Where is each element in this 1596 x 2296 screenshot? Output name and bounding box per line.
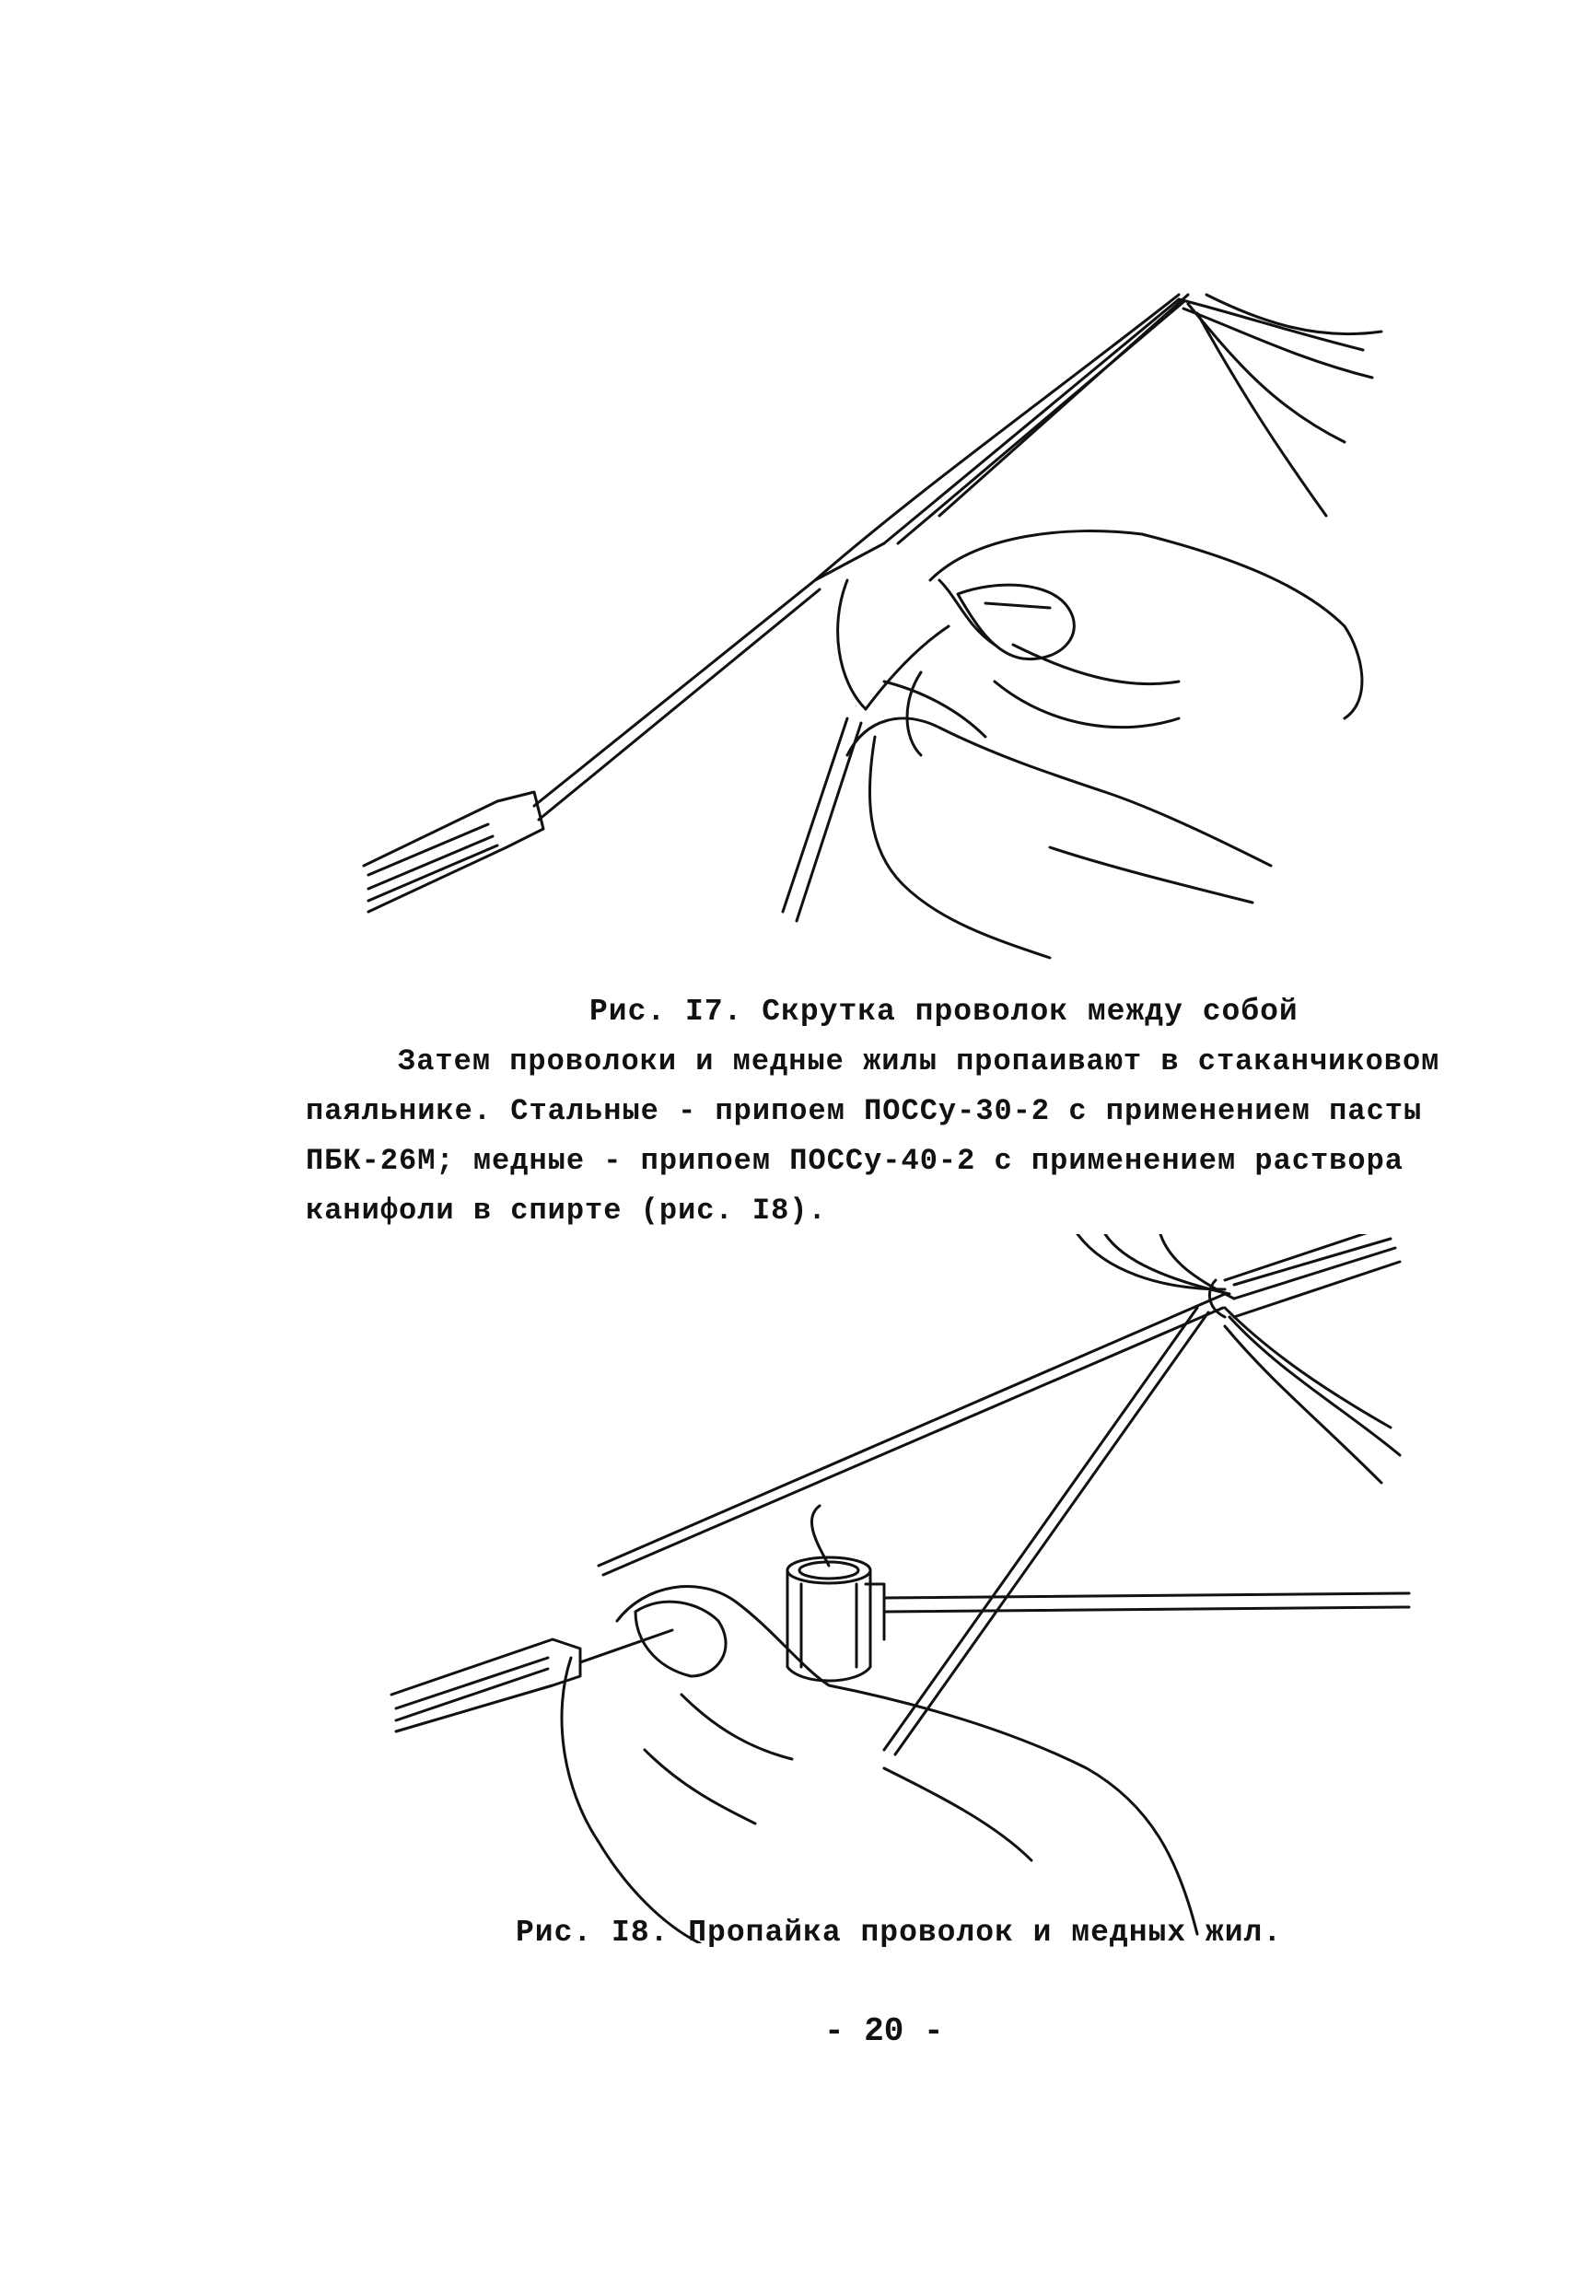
figure-17-caption: Рис. I7. Скрутка проволок между собой xyxy=(589,995,1299,1029)
paragraph-line-2: паяльнике. Стальные - припоем ПОССу-30-2 с применением пасты xyxy=(306,1094,1423,1128)
body-paragraph xyxy=(306,1037,1440,1236)
figure-17-illustration xyxy=(350,276,1400,995)
page-number: - 20 - xyxy=(824,2012,944,2050)
paragraph-line-4: канифоли в спирте (рис. I8). xyxy=(306,1194,827,1228)
figure-18-caption: Рис. I8. Пропайка проволок и медных жил. xyxy=(516,1916,1283,1950)
paragraph-line-1: Затем проволоки и медные жилы пропаивают в стаканчиковом xyxy=(398,1044,1440,1078)
paragraph-line-3: ПБК-26М; медные - припоем ПОССу-40-2 с применением раствора xyxy=(306,1144,1404,1178)
figure-18-illustration xyxy=(368,1234,1418,1943)
